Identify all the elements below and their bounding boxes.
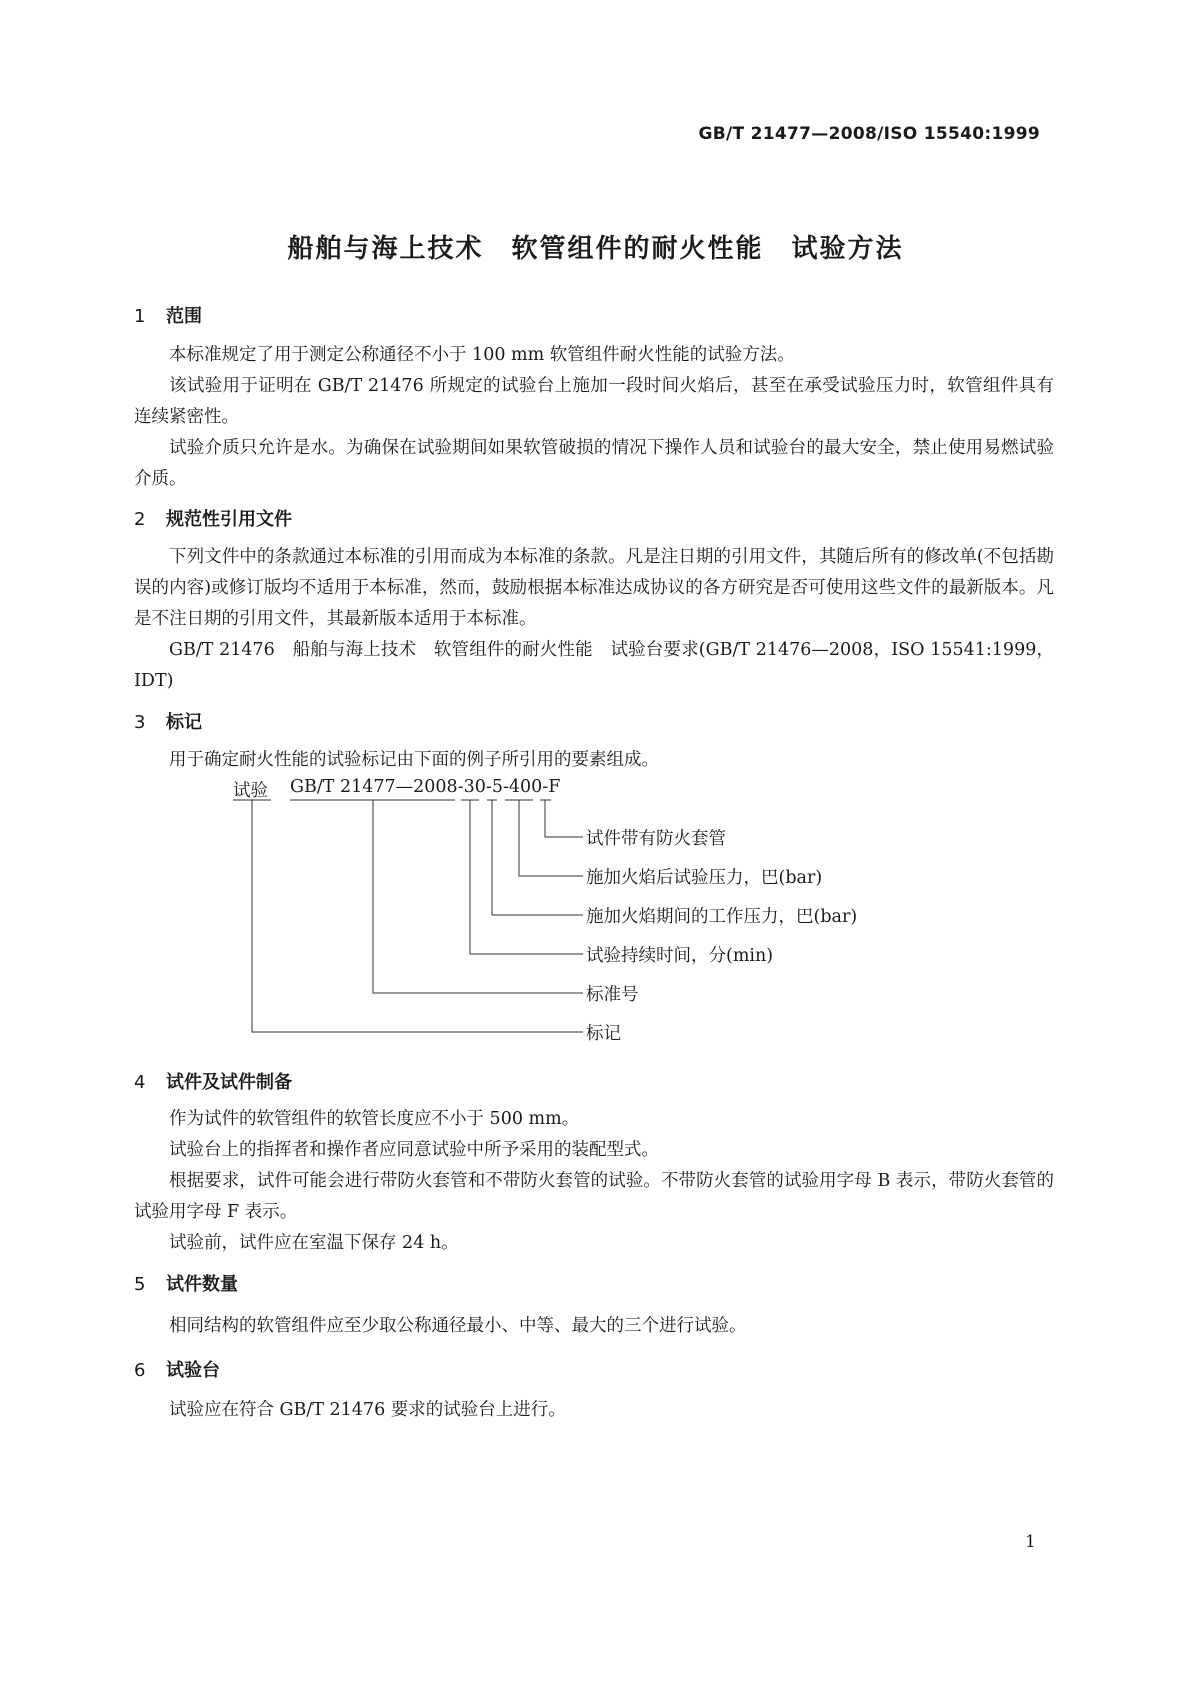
- designation-separator: -: [502, 777, 509, 797]
- section-number: 6: [134, 1360, 146, 1381]
- designation-separator: -: [457, 777, 464, 797]
- section-title: 标记: [166, 712, 202, 733]
- paragraph: 该试验用于证明在 GB/T 21476 所规定的试验台上施加一段时间火焰后，甚至在承受试验压力时，软管组件具有连续紧密性。: [134, 376, 1054, 427]
- section-title: 试验台: [166, 1360, 220, 1381]
- designation-test-pressure: 400: [508, 777, 543, 797]
- leader-test-pressure: [519, 800, 583, 876]
- document-title: 船舶与海上技术 软管组件的耐火性能 试验方法: [287, 234, 904, 264]
- label-standard: 标准号: [586, 985, 639, 1005]
- paragraph: 相同结构的软管组件应至少取公称通径最小、中等、最大的三个进行试验。: [169, 1316, 747, 1336]
- section-number: 3: [134, 712, 146, 733]
- paragraph: 本标准规定了用于测定公称通径不小于 100 mm 软管组件耐火性能的试验方法。: [169, 345, 795, 365]
- section-heading-4: [134, 1068, 292, 1094]
- paragraph: 作为试件的软管组件的软管长度应不小于 500 mm。: [169, 1109, 580, 1129]
- designation-separator: -: [485, 777, 492, 797]
- leader-work-pressure: [492, 800, 583, 915]
- designation-prefix: 试验: [233, 781, 268, 801]
- standard-number: GB/T 21477—2008/ISO 15540:1999: [698, 124, 1040, 144]
- paragraph: 试验介质只允许是水。为确保在试验期间如果软管破损的情况下操作人员和试验台的最大安全，禁止使用易燃试验介质。: [134, 438, 1054, 489]
- designation-standard: GB/T 21477—2008: [290, 777, 458, 797]
- designation-work-pressure: 5: [491, 777, 503, 797]
- page-number: 1: [1025, 1532, 1036, 1552]
- leader-prefix: [252, 800, 583, 1032]
- section-number: 5: [134, 1274, 146, 1295]
- label-test-pressure: 施加火焰后试验压力，巴(bar): [586, 868, 823, 888]
- designation-duration: 30: [463, 777, 486, 797]
- label-work-pressure: 施加火焰期间的工作压力，巴(bar): [586, 907, 858, 927]
- section-title: 试件数量: [166, 1274, 238, 1295]
- normative-reference: GB/T 21476 船舶与海上技术 软管组件的耐火性能 试验台要求(GB/T 21476—2008，ISO 15541:1999，IDT): [134, 640, 1054, 691]
- paragraph: 根据要求，试件可能会进行带防火套管和不带防火套管的试验。不带防火套管的试验用字母 B 表示，带防火套管的试验用字母 F 表示。: [134, 1171, 1054, 1222]
- paragraph: 下列文件中的条款通过本标准的引用而成为本标准的条款。凡是注日期的引用文件，其随后所有的修改单(不包括勘误的内容)或修订版均不适用于本标准，然而，鼓励根据本标准达成协议的各方研究是否可使用这些文件的最新版本。凡是不注日期的引用文件，其最新版本适用于本标准。: [134, 547, 1054, 629]
- section-heading-6: [134, 1356, 220, 1382]
- section-title: 范围: [166, 306, 202, 327]
- section-number: 2: [134, 509, 146, 530]
- label-marking: 标记: [586, 1024, 621, 1044]
- label-duration: 试验持续时间，分(min): [586, 946, 774, 966]
- section-number: 1: [134, 306, 146, 327]
- paragraph: 试验台上的指挥者和操作者应同意试验中所予采用的装配型式。: [169, 1140, 659, 1160]
- section-title: 试件及试件制备: [166, 1072, 292, 1093]
- leader-standard: [373, 800, 583, 993]
- section-heading-5: [134, 1270, 238, 1296]
- leader-sleeve: [545, 800, 583, 837]
- designation-separator: -: [542, 777, 549, 797]
- designation-sleeve: F: [548, 777, 561, 797]
- paragraph: 用于确定耐火性能的试验标记由下面的例子所引用的要素组成。: [169, 750, 659, 770]
- section-number: 4: [134, 1072, 146, 1093]
- paragraph: 试验应在符合 GB/T 21476 要求的试验台上进行。: [169, 1400, 566, 1420]
- paragraph: 试验前，试件应在室温下保存 24 h。: [169, 1233, 459, 1253]
- section-title: 规范性引用文件: [166, 509, 292, 530]
- leader-duration: [470, 800, 583, 954]
- label-sleeve: 试件带有防火套管: [586, 829, 726, 849]
